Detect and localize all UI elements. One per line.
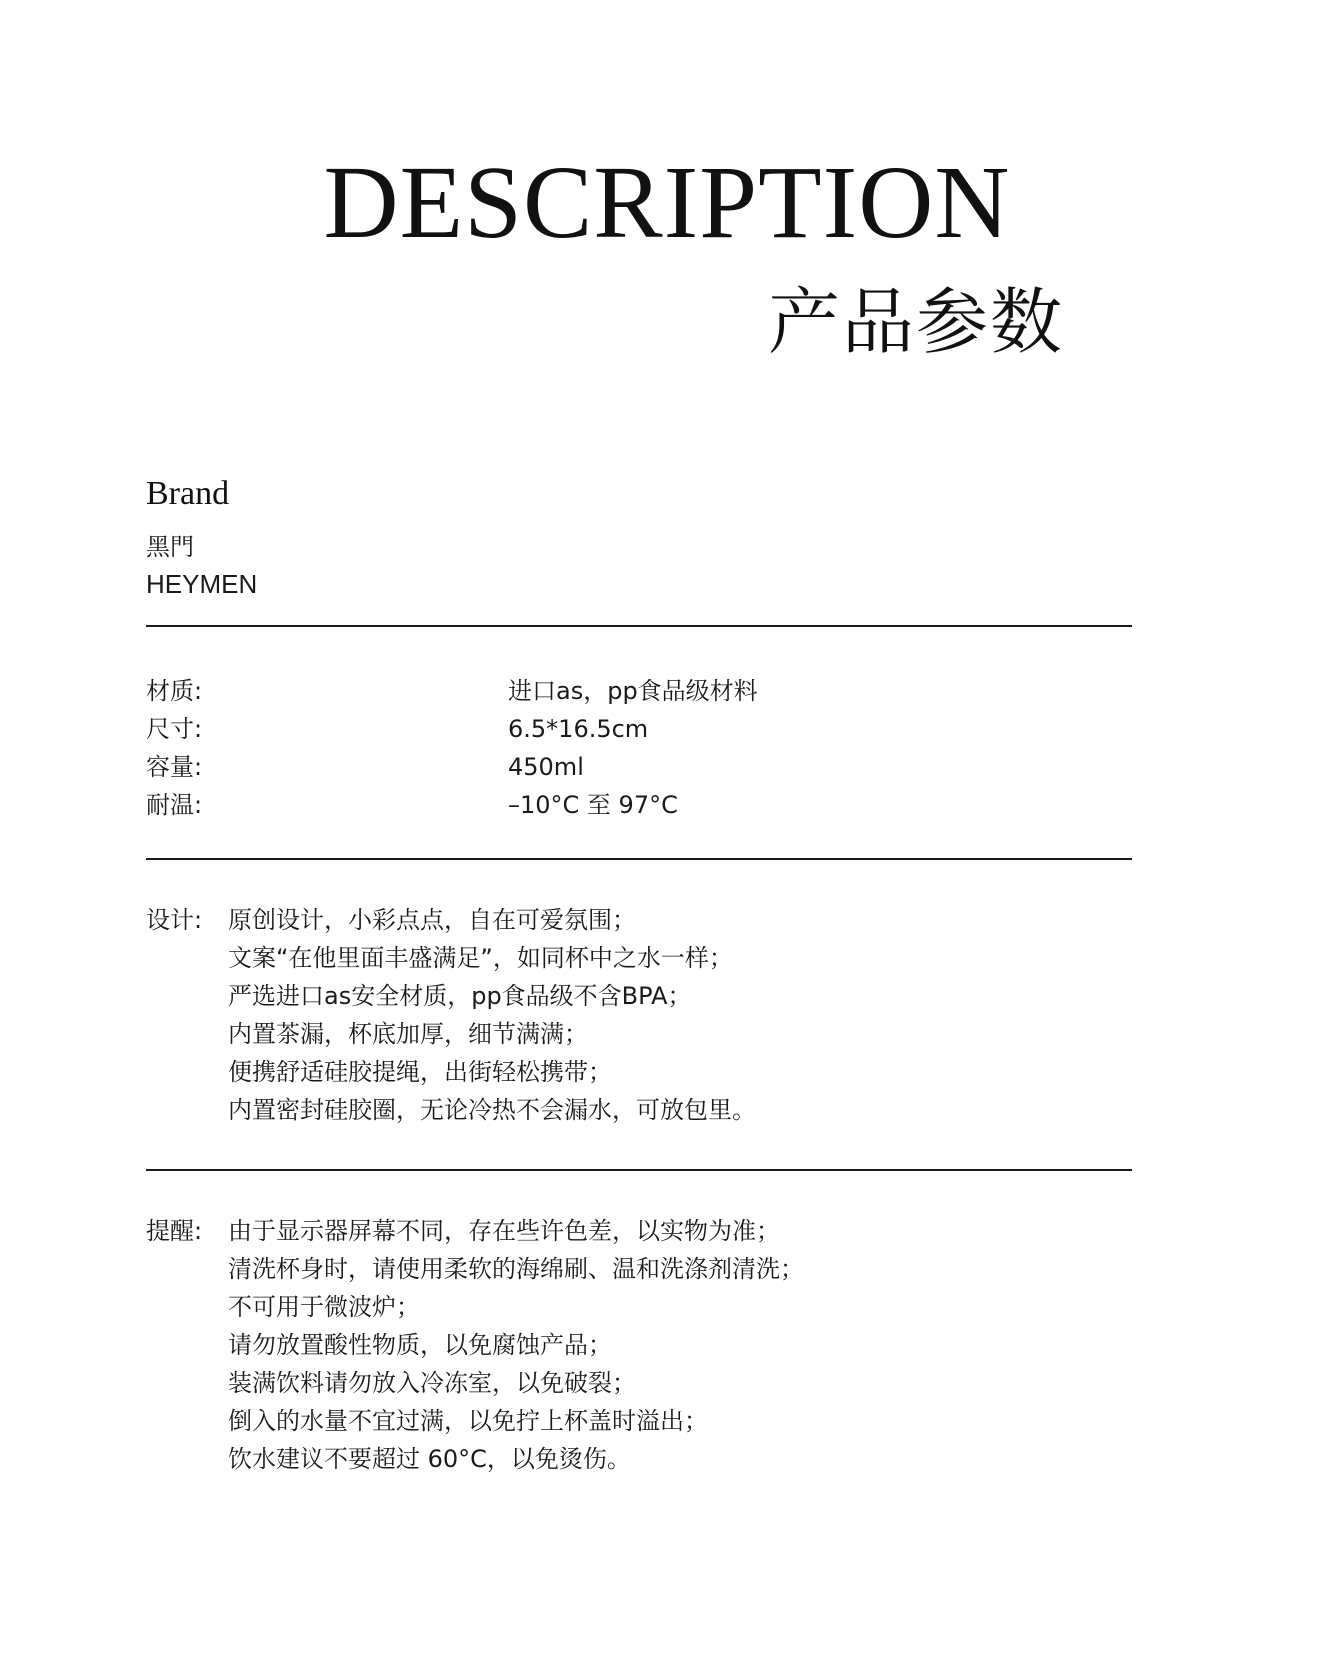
spec-row-temperature	[146, 786, 1132, 824]
divider-specs	[146, 858, 1132, 860]
spec-value: 450ml	[508, 753, 584, 781]
spec-label: 尺寸:	[146, 715, 203, 743]
spec-value: 6.5*16.5cm	[508, 715, 649, 743]
spec-row-capacity	[146, 748, 1132, 786]
list-item: 便携舒适硅胶提绳，出街轻松携带；	[228, 1058, 612, 1086]
brand-heading: Brand	[146, 475, 230, 512]
brand-name-en: HEYMEN	[146, 569, 258, 599]
page-subtitle: 产品参数	[768, 280, 1065, 364]
list-item: 请勿放置酸性物质，以免腐蚀产品；	[228, 1331, 612, 1359]
list-item: 由于显示器屏幕不同，存在些许色差，以实物为准；	[228, 1217, 780, 1245]
design-label: 设计:	[146, 906, 203, 934]
list-item: 原创设计，小彩点点，自在可爱氛围；	[228, 906, 636, 934]
list-item: 不可用于微波炉；	[228, 1293, 420, 1321]
divider-brand	[146, 625, 1132, 627]
list-item: 装满饮料请勿放入冷冻室，以免破裂；	[228, 1369, 636, 1397]
list-item: 饮水建议不要超过 60°C，以免烫伤。	[228, 1445, 631, 1473]
spec-label: 耐温:	[146, 791, 203, 819]
page-title: DESCRIPTION	[323, 145, 1011, 260]
list-item: 内置密封硅胶圈，无论冷热不会漏水，可放包里。	[228, 1096, 756, 1124]
divider-design	[146, 1169, 1132, 1171]
spec-label: 材质:	[146, 677, 203, 705]
reminder-label: 提醒:	[146, 1217, 203, 1245]
list-item: 倒入的水量不宜过满，以免拧上杯盖时溢出；	[228, 1407, 708, 1435]
list-item: 内置茶漏，杯底加厚，细节满满；	[228, 1020, 588, 1048]
brand-name-cn: 黑門	[146, 533, 194, 561]
spec-label: 容量:	[146, 753, 203, 781]
spec-row-material	[146, 672, 1132, 710]
design-list	[228, 901, 1128, 1129]
spec-value: –10°C 至 97°C	[508, 791, 678, 819]
spec-table	[146, 672, 1132, 824]
spec-value: 进口as，pp食品级材料	[508, 677, 758, 705]
spec-row-size	[146, 710, 1132, 748]
list-item: 清洗杯身时，请使用柔软的海绵刷、温和洗涤剂清洗；	[228, 1255, 804, 1283]
list-item: 严选进口as安全材质，pp食品级不含BPA；	[228, 982, 692, 1010]
list-item: 文案“在他里面丰盛满足”，如同杯中之水一样；	[228, 944, 733, 972]
reminder-list	[228, 1212, 1128, 1478]
